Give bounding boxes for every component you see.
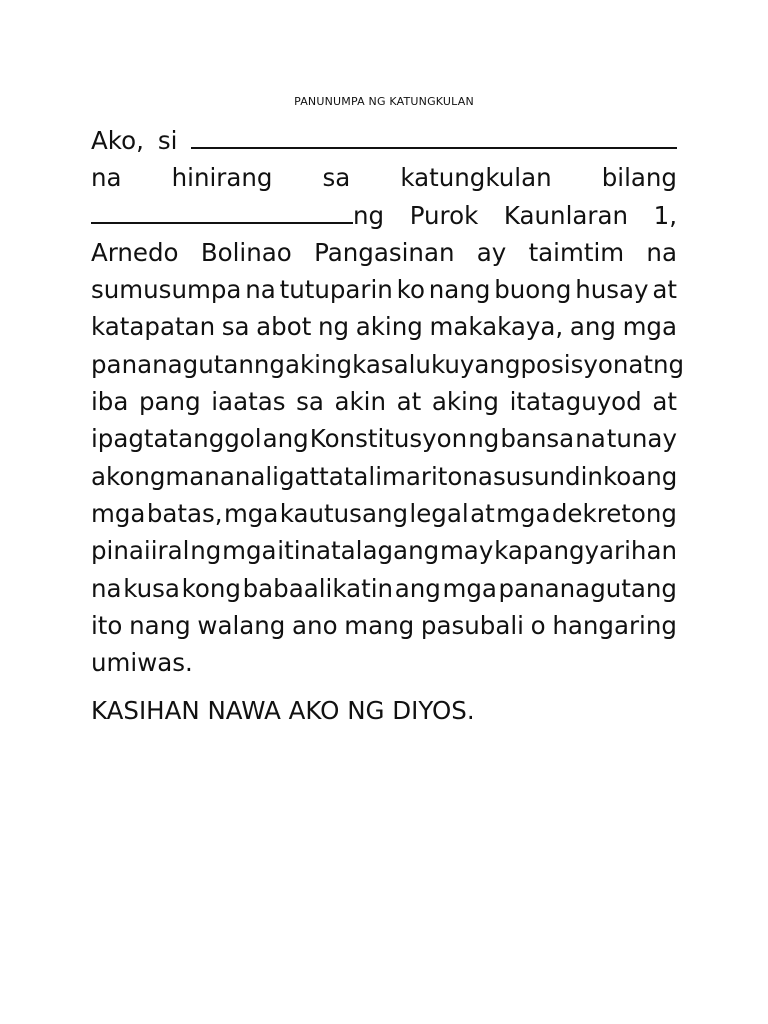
word: rito	[420, 461, 463, 491]
word: mang	[344, 610, 415, 640]
word: husay	[575, 275, 649, 305]
document-title: PANUNUMPA NG KATUNGKULAN	[294, 95, 474, 108]
word: at	[470, 498, 495, 528]
word: posisyon	[520, 349, 629, 379]
oath-line-15	[91, 644, 677, 681]
oath-line-7	[91, 346, 685, 383]
word: ng	[253, 349, 285, 379]
word: kusa	[123, 573, 180, 603]
word: at	[396, 387, 422, 417]
word: akong	[91, 461, 166, 491]
word: ng	[353, 200, 385, 230]
word: susundin	[492, 461, 603, 491]
word: itinatalagang	[277, 536, 440, 566]
word: Purok	[409, 200, 479, 230]
word: si	[157, 126, 178, 155]
oath-line-12	[91, 532, 677, 569]
oath-body	[91, 122, 685, 681]
word: akin	[334, 387, 387, 417]
word: taimtim	[528, 237, 625, 267]
word: pang	[138, 387, 201, 417]
word: kasalukuyang	[352, 349, 521, 379]
word: tatalima	[319, 461, 421, 491]
word: ito	[91, 610, 123, 640]
word: ang	[569, 312, 616, 342]
oath-line-14	[91, 607, 677, 644]
word: sa	[322, 163, 351, 193]
name-blank[interactable]	[191, 123, 677, 149]
word: mga	[222, 536, 277, 566]
oath-line-4	[91, 234, 677, 271]
word: ng	[317, 312, 350, 342]
word: abot	[256, 312, 312, 342]
word: hangaring	[552, 610, 677, 640]
word: pananagutang	[498, 573, 677, 603]
word: at	[294, 461, 320, 491]
word: dekretong	[551, 498, 677, 528]
word: buong	[494, 275, 572, 305]
word: tutuparin	[279, 275, 393, 305]
word: na	[91, 573, 122, 603]
word: mananalig	[165, 461, 295, 491]
word: at	[628, 349, 654, 379]
word: Ako,	[91, 126, 144, 155]
word: babaalikatin	[242, 573, 394, 603]
word: pananagutan	[91, 349, 254, 379]
word: na	[575, 424, 606, 454]
word: katapatan	[91, 312, 216, 342]
word: tunay	[606, 424, 677, 454]
word: na	[245, 275, 276, 305]
word: ano	[292, 610, 338, 640]
word: hinirang	[171, 163, 273, 193]
word: ay	[476, 237, 507, 267]
word: nang	[428, 275, 491, 305]
word: ang	[262, 424, 309, 454]
word: aking	[284, 349, 353, 379]
word: na	[462, 461, 493, 491]
oath-line-5	[91, 271, 677, 308]
oath-line-13	[91, 570, 677, 607]
word: bilang	[601, 163, 677, 193]
word: na	[646, 237, 677, 267]
word: sa	[296, 387, 324, 417]
oath-line-8	[91, 383, 677, 420]
word: ang	[394, 573, 441, 603]
word: Arnedo	[91, 237, 179, 267]
oath-line-10	[91, 458, 677, 495]
word: ipagtatanggol	[91, 424, 262, 454]
word: Pangasinan	[314, 237, 455, 267]
oath-line-6	[91, 308, 677, 345]
word: nang	[129, 610, 191, 640]
word: ng	[190, 536, 222, 566]
word: walang	[197, 610, 286, 640]
word: at	[652, 275, 677, 305]
word: kautusang	[279, 498, 409, 528]
word: sa	[221, 312, 250, 342]
word: ko	[396, 275, 425, 305]
word: makakaya,	[429, 312, 564, 342]
word: Konstitusyon	[309, 424, 468, 454]
oath-line-1	[91, 122, 677, 159]
word: umiwas.	[91, 648, 193, 678]
word: itataguyod	[509, 387, 642, 417]
word: mga	[622, 312, 677, 342]
closing-line: KASIHAN NAWA AKO NG DIYOS.	[91, 696, 475, 725]
word: legal	[409, 498, 469, 528]
word: at	[652, 387, 677, 417]
word: kong	[181, 573, 241, 603]
word: 1,	[653, 200, 677, 230]
word: aking	[431, 387, 499, 417]
oath-line-3	[91, 197, 677, 234]
word: mga	[496, 498, 551, 528]
word: o	[530, 610, 546, 640]
oath-line-9	[91, 420, 677, 457]
oath-line-2	[91, 159, 677, 196]
word: mga	[442, 573, 497, 603]
oath-line-11	[91, 495, 677, 532]
word: may	[439, 536, 494, 566]
word: pasubali	[420, 610, 524, 640]
word: na	[91, 163, 122, 193]
word: ng	[468, 424, 500, 454]
word: ko	[602, 461, 632, 491]
word: iaatas	[211, 387, 286, 417]
word: katungkulan	[400, 163, 552, 193]
word: aking	[355, 312, 423, 342]
word: kapangyarihan	[494, 536, 677, 566]
word: iba	[91, 387, 129, 417]
word: pinaiiral	[91, 536, 190, 566]
position-blank[interactable]	[91, 198, 353, 224]
word: mga	[223, 498, 279, 528]
word: bansa	[500, 424, 575, 454]
word: ang	[631, 461, 678, 491]
word: batas,	[146, 498, 223, 528]
word: Bolinao	[200, 237, 292, 267]
word: mga	[91, 498, 146, 528]
word: ng	[653, 349, 685, 379]
word: Kaunlaran	[503, 200, 629, 230]
word: sumusumpa	[91, 275, 242, 305]
